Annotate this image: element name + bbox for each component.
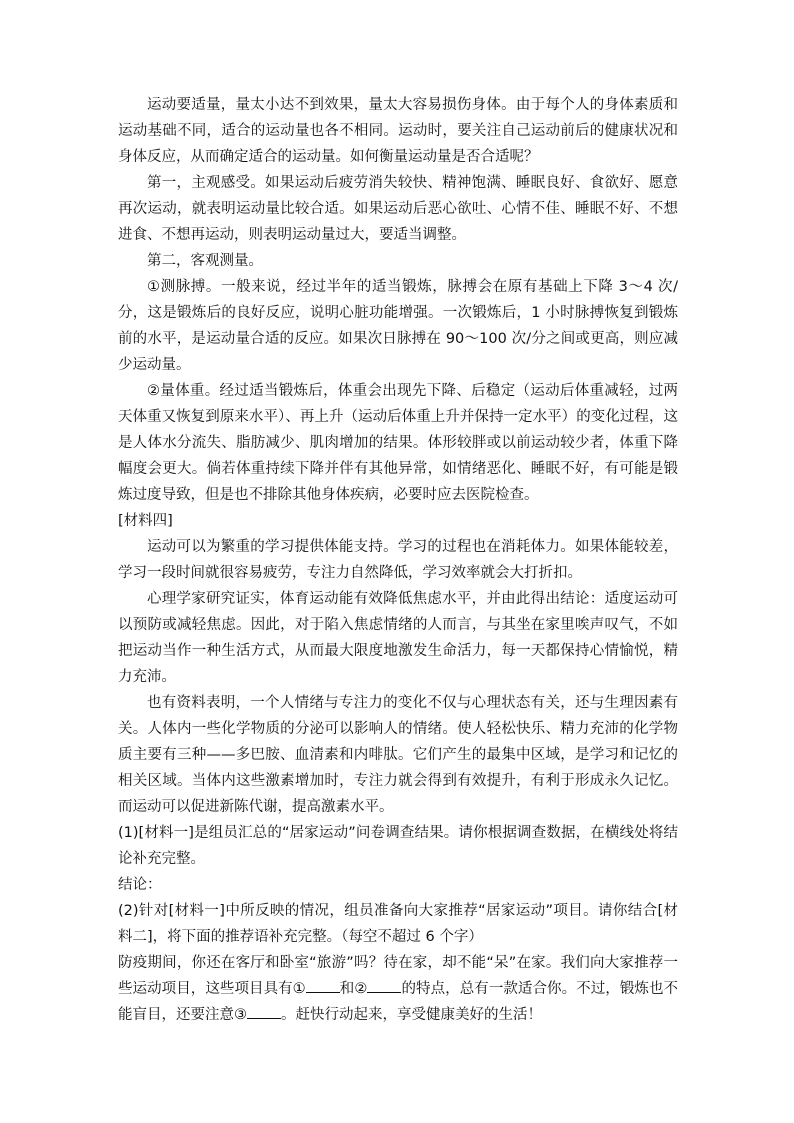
recommendation-part-a: 防疫期间，你还在客厅和卧室“旅游”吗？待在家，却不能“呆”在家。我们向大家推荐一些运动项目，这些项目具有① [118, 955, 678, 997]
document-page [118, 92, 678, 1028]
material-four-heading: [材料四] [118, 513, 173, 529]
recommendation-part-b: 和② [339, 981, 368, 997]
paragraph-subjective-feeling: 第一，主观感受。如果运动后疲劳消失较快、精神饱满、睡眠良好、食欲好、愿意再次运动，就表明运动量比较合适。如果运动后恶心欲吐、心情不佳、睡眠不好、不想进食、不想再运动，则表明运动量过大，要适当调整。 [118, 175, 678, 243]
paragraph-pulse: ①测脉搏。一般来说，经过半年的适当锻炼，脉搏会在原有基础上下降 3～4 次/分，这是锻炼后的良好反应，说明心脏功能增强。一次锻炼后，1 小时脉搏恢复到锻炼前的水平，是运动量合适的反应。如果次日脉搏在 90～100 次/分之间或更高，则应减少运动量。 [118, 279, 678, 373]
recommendation-text [118, 950, 678, 1028]
blank-two[interactable] [367, 976, 401, 993]
paragraph-objective-measure: 第二，客观测量。 [147, 253, 263, 269]
conclusion-label: 结论： [118, 877, 162, 893]
paragraph-hormones: 也有资料表明，一个人情绪与专注力的变化不仅与心理状态有关，还与生理因素有关。人体内一些化学物质的分泌可以影响人的情绪。使人轻松快乐、精力充沛的化学物质主要有三种——多巴胺、血清素和内啡肽。它们产生的最集中区域，是学习和记忆的相关区域。当体内这些激素增加时，专注力就会得到有效提升，有利于形成永久记忆。而运动可以促进新陈代谢，提高激素水平。 [118, 695, 678, 815]
paragraph-weight: ②量体重。经过适当锻炼后，体重会出现先下降、后稳定（运动后体重减轻，过两天体重又恢复到原来水平）、再上升（运动后体重上升并保持一定水平）的变化过程，这是人体水分流失、脂肪减少、肌肉增加的结果。体形较胖或以前运动较少者，体重下降幅度会更大。倘若体重持续下降并伴有其他异常，如情绪恶化、睡眠不好，有可能是锻炼过度导致，但是也不排除其他身体疾病，必要时应去医院检查。 [118, 383, 678, 503]
question-two: (2)针对[材料一]中所反映的情况，组员准备向大家推荐“居家运动”项目。请你结合[材料二]，将下面的推荐语补充完整。（每空不超过 6 个字） [118, 903, 678, 945]
recommendation-part-c: 的特点，总有一款适合你。不过，锻炼也不能盲目，还要注意③ [118, 981, 679, 1023]
question-one: (1)[材料一]是组员汇总的“居家运动”问卷调查结果。请你根据调查数据，在横线处将结论补充完整。 [118, 825, 678, 867]
blank-three[interactable] [247, 1002, 281, 1019]
recommendation-part-d: 。赶快行动起来，享受健康美好的生活！ [281, 1007, 542, 1023]
paragraph-anxiety: 心理学家研究证实，体育运动能有效降低焦虑水平，并由此得出结论：适度运动可以预防或减轻焦虑。因此，对于陷入焦虑情绪的人而言，与其坐在家里唉声叹气，不如把运动当作一种生活方式，从而最大限度地激发生命活力，每一天都保持心情愉悦，精力充沛。 [118, 591, 678, 685]
paragraph-physical-support: 运动可以为繁重的学习提供体能支持。学习的过程也在消耗体力。如果体能较差，学习一段时间就很容易疲劳，专注力自然降低，学习效率就会大打折扣。 [118, 539, 678, 581]
paragraph-moderate-exercise: 运动要适量，量太小达不到效果，量太大容易损伤身体。由于每个人的身体素质和运动基础不同，适合的运动量也各不相同。运动时，要关注自己运动前后的健康状况和身体反应，从而确定适合的运动量。如何衡量运动量是否合适呢？ [118, 97, 678, 165]
blank-one[interactable] [306, 976, 340, 993]
